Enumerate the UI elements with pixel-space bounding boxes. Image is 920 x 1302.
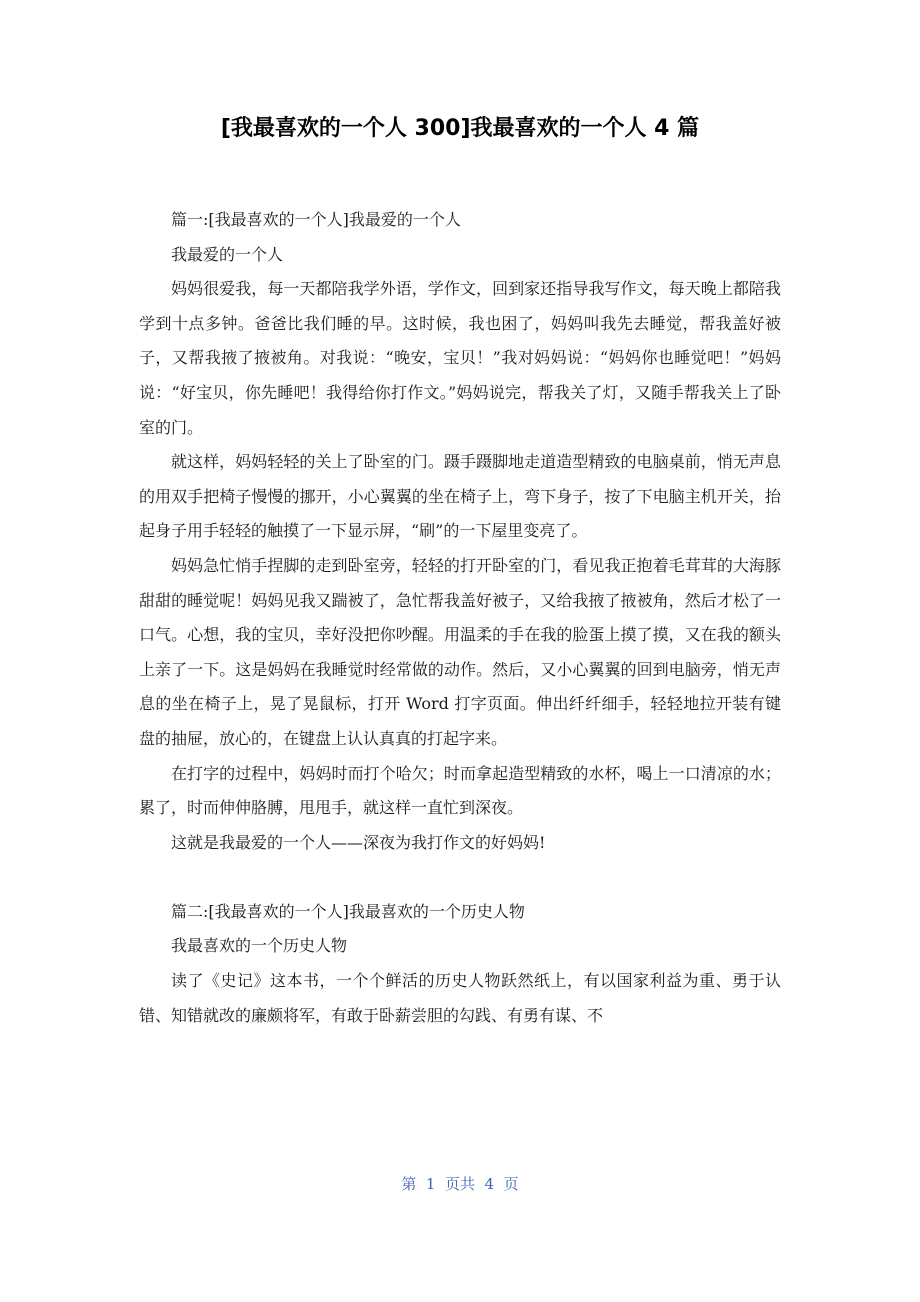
section-2-subtitle: 我最喜欢的一个历史人物 bbox=[171, 936, 348, 956]
paragraph: 就这样，妈妈轻轻的关上了卧室的门。蹑手蹑脚地走道造型精致的电脑桌前，悄无声息的用双手把椅子慢慢的挪开，小心翼翼的坐在椅子上，弯下身子，按了下电脑主机开关，抬起身子用手轻轻的触摸了一下显示屏，“刷”的一下屋里变亮了。 bbox=[139, 452, 781, 541]
section-1-heading: 篇一:[我最喜欢的一个人]我最爱的一个人 bbox=[171, 210, 461, 229]
document-title: [我最喜欢的一个人 300]我最喜欢的一个人 4 篇 bbox=[220, 116, 700, 141]
section-2-heading: 篇二:[我最喜欢的一个人]我最喜欢的一个历史人物 bbox=[171, 901, 525, 921]
page-number-footer: 第 1 页共 4 页 bbox=[401, 1175, 519, 1193]
document-body bbox=[139, 203, 781, 1033]
paragraph: 妈妈很爱我，每一天都陪我学外语，学作文，回到家还指导我写作文，每天晚上都陪我学到十点多钟。爸爸比我们睡的早。这时候，我也困了，妈妈叫我先去睡觉，帮我盖好被子，又帮我掖了掖被角。对我说：“晚安，宝贝！”我对妈妈说：“妈妈你也睡觉吧！”妈妈说：“好宝贝，你先睡吧！我得给你打作文。”妈妈说完，帮我关了灯，又随手帮我关上了卧室的门。 bbox=[139, 279, 781, 437]
paragraph: 妈妈急忙悄手捏脚的走到卧室旁，轻轻的打开卧室的门，看见我正抱着毛茸茸的大海豚甜甜的睡觉呢！妈妈见我又踹被了，急忙帮我盖好被子，又给我掖了掖被角，然后才松了一口气。心想，我的宝贝，幸好没把你吵醒。用温柔的手在我的脸蛋上摸了摸，又在我的额头上亲了一下。这是妈妈在我睡觉时经常做的动作。然后，又小心翼翼的回到电脑旁，悄无声息的坐在椅子上，晃了晃鼠标，打开 Word 打字页面。伸出纤纤细手，轻轻地拉开装有键盘的抽屉，放心的，在键盘上认认真真的打起字来。 bbox=[139, 555, 781, 748]
section-1-subtitle: 我最爱的一个人 bbox=[171, 244, 284, 264]
paragraph: 读了《史记》这本书，一个个鲜活的历史人物跃然纸上，有以国家利益为重、勇于认错、知错就改的廉颇将军，有敢于卧薪尝胆的勾践、有勇有谋、不 bbox=[139, 971, 781, 1025]
paragraph: 在打字的过程中，妈妈时而打个哈欠；时而拿起造型精致的水杯，喝上一口清凉的水；累了，时而伸伸胳膊，甩甩手，就这样一直忙到深夜。 bbox=[139, 763, 781, 818]
section-spacer bbox=[139, 860, 781, 895]
paragraph: 这就是我最爱的一个人——深夜为我打作文的好妈妈! bbox=[171, 832, 546, 852]
